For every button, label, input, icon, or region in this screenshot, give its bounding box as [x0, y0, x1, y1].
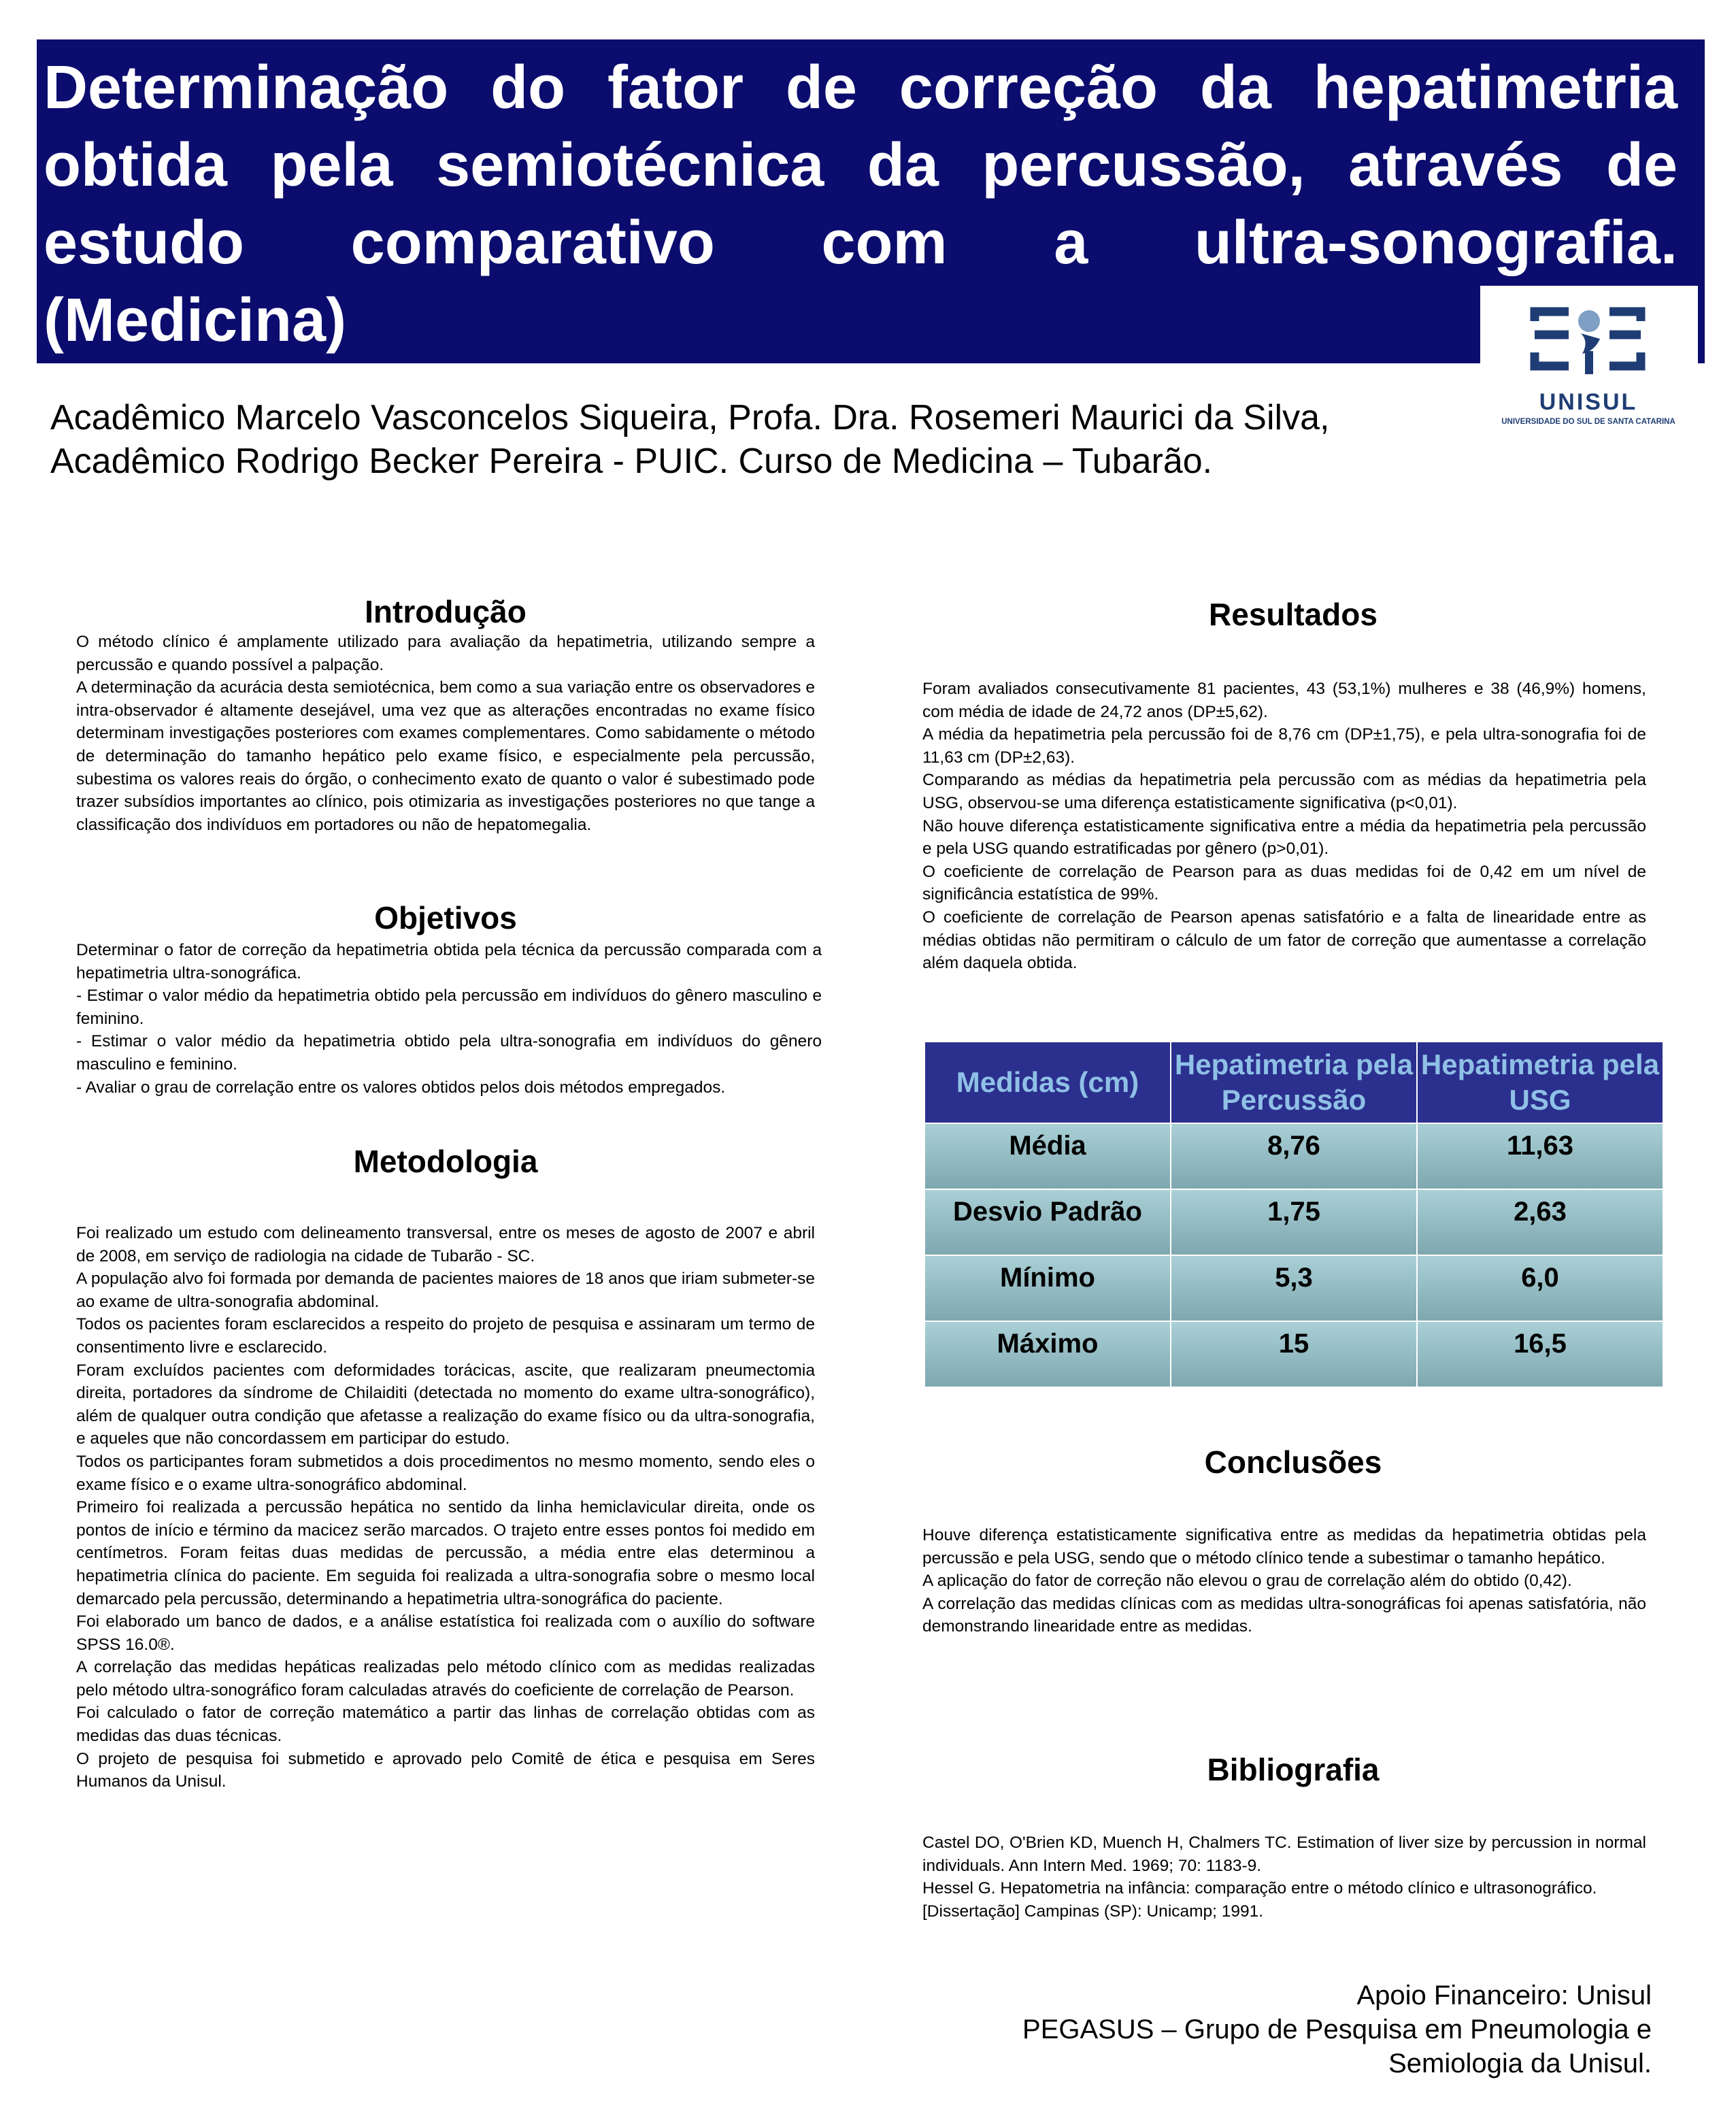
results-table: [924, 1041, 1664, 1388]
title-line-2: obtida pela semiotécnica da percussão, através de: [44, 131, 1677, 199]
paragraph: O método clínico é amplamente utilizado para avaliação da hepatimetria, utilizando sempre a percussão e quando possível a palpação.: [76, 633, 815, 674]
logo-name: UNISUL: [1539, 389, 1638, 415]
paragraph: Comparando as médias da hepatimetria pela percussão com as médias da hepatimetria pela USG, observou-se uma diferença estatisticamente significativa (p<0,01).: [922, 771, 1646, 812]
table-cell: Mínimo: [924, 1255, 1171, 1321]
table-cell: 2,63: [1417, 1189, 1663, 1255]
funding-line: Apoio Financeiro: Unisul: [1356, 1980, 1652, 2010]
paragraph: Foi calculado o fator de correção matemático a partir das linhas de correlação obtidas com as medidas das duas técnicas.: [76, 1704, 815, 1746]
table-header-cell: Hepatimetria pela USG: [1417, 1042, 1663, 1123]
paragraph: Não houve diferença estatisticamente significativa entre a média da hepatimetria pela percussão e pela USG quando estratificadas por gênero (p>0,01).: [922, 816, 1646, 859]
table-cell: 1,75: [1171, 1189, 1417, 1255]
paragraph: Todos os pacientes foram esclarecidos a respeito do projeto de pesquisa e assinaram um termo de consentimento livre e esclarecido.: [76, 1315, 815, 1357]
paragraph: O coeficiente de correlação de Pearson para as duas medidas foi de 0,42 em um nível de significância estatística de 99%.: [922, 862, 1646, 904]
paragraph: - Avaliar o grau de correlação entre os valores obtidos pelos dois métodos empregados.: [76, 1078, 726, 1097]
paragraph: Primeiro foi realizada a percussão hepática no sentido da linha hemiclavicular direita, onde os pontos de início e término da macicez serão marcados. O trajeto entre esses pontos foi medido em centímetros. Foram feitas duas medidas de percussão, a média entre elas determinou a hepatimetria clínica do paciente. Em seguida foi realizada a ultra-sonografia sobre o mesmo local demarcado pela percussão, determinando a hepatimetria ultra-sonográfica do paciente.: [76, 1498, 815, 1608]
paragraph: Foram avaliados consecutivamente 81 pacientes, 43 (53,1%) mulheres e 38 (46,9%) homens, com média de idade de 24,72 anos (DP±5,62).: [922, 680, 1646, 721]
metodologia-body: [76, 1222, 815, 1793]
paragraph: A aplicação do fator de correção não elevou o grau de correlação além do obtido (0,42).: [922, 1572, 1572, 1591]
funding-line: PEGASUS – Grupo de Pesquisa em Pneumologia e: [1022, 2015, 1652, 2044]
introducao-heading: Introdução: [365, 594, 527, 629]
paragraph: O coeficiente de correlação de Pearson apenas satisfatório e a falta de linearidade entre as médias obtidas não permitiram o cálculo de um fator de correção que aumentasse a correlação além daquela obtida.: [922, 908, 1646, 973]
paragraph: Determinar o fator de correção da hepatimetria obtida pela técnica da percussão comparada com a hepatimetria ultra-sonográfica.: [76, 941, 822, 982]
table-cell: Máximo: [924, 1321, 1171, 1387]
bibliografia-body: [922, 1831, 1646, 1923]
table-cell: 15: [1171, 1321, 1417, 1387]
paragraph: A correlação das medidas hepáticas realizadas pelo método clínico com as medidas realizadas pelo método ultra-sonográfico foram calculadas através do coeficiente de correlação de Pearson.: [76, 1658, 815, 1700]
resultados-body: [922, 678, 1646, 975]
paragraph: Foi realizado um estudo com delineamento transversal, entre os meses de agosto de 2007 e abril de 2008, em serviço de radiologia na cidade de Tubarão - SC.: [76, 1224, 815, 1265]
table-cell: 16,5: [1417, 1321, 1663, 1387]
table-cell: Desvio Padrão: [924, 1189, 1171, 1255]
conclusoes-body: [922, 1524, 1646, 1638]
table-cell: 8,76: [1171, 1123, 1417, 1189]
table-row: [924, 1255, 1663, 1321]
table-header-cell: Medidas (cm): [924, 1042, 1171, 1123]
paragraph: Hessel G. Hepatometria na infância: comparação entre o método clínico e ultrasonográfico. [Dissertação] Campinas (SP): Unicamp; 1991.: [922, 1879, 1597, 1921]
conclusoes-heading: Conclusões: [1204, 1444, 1382, 1480]
bibliografia-heading: Bibliografia: [1207, 1752, 1380, 1787]
paragraph: - Estimar o valor médio da hepatimetria obtido pela percussão em indivíduos do gênero masculino e feminino.: [76, 987, 822, 1028]
table-row: [924, 1321, 1663, 1387]
title-line-1: Determinação do fator de correção da hepatimetria: [44, 54, 1677, 122]
paragraph: Todos os participantes foram submetidos a dois procedimentos no mesmo momento, sendo eles o exame físico e o exame ultra-sonográfico abdominal.: [76, 1452, 815, 1494]
metodologia-heading: Metodologia: [353, 1144, 538, 1179]
table-row: [924, 1189, 1663, 1255]
objetivos-heading: Objetivos: [374, 900, 517, 935]
paragraph: Houve diferença estatisticamente significativa entre as medidas da hepatimetria obtidas pela percussão e pela USG, sendo que o método clínico tende a subestimar o tamanho hepático.: [922, 1526, 1646, 1568]
title-line-4: (Medicina): [44, 286, 347, 354]
table-cell: 6,0: [1417, 1255, 1663, 1321]
table-cell: Média: [924, 1123, 1171, 1189]
paragraph: A população alvo foi formada por demanda de pacientes maiores de 18 anos que iriam submeter-se ao exame de ultra-sonografia abdominal.: [76, 1270, 815, 1311]
unisul-emblem-icon: [1480, 286, 1698, 388]
paragraph: Foram excluídos pacientes com deformidades torácicas, ascite, que realizaram pneumectomia direita, portadores da síndrome de Chilaiditi (detectada no momento do exame ultra-sonográfico), além de qualquer outra condição que afetasse a realização do exame físico ou da ultra-sonografia, e aqueles que não concordassem em participar do estudo.: [76, 1361, 815, 1448]
paragraph: - Estimar o valor médio da hepatimetria obtido pela ultra-sonografia em indivíduos do gênero masculino e feminino.: [76, 1032, 822, 1074]
table-cell: 11,63: [1417, 1123, 1663, 1189]
table-row: [924, 1123, 1663, 1189]
paragraph: A determinação da acurácia desta semiotécnica, bem como a sua variação entre os observadores e intra-observador é altamente desejável, uma vez que as alterações encontradas no exame físico determinam investigações posteriores com exames complementares. Como sabidamente o método de determinação do tamanho hepático pelo exame físico, e especialmente pela percussão, subestima os valores reais do órgão, o conhecimento exato de quanto o valor é subestimado pode trazer subsídios importantes ao clínico, pois otimizaria as investigações posteriores no que tange a classificação dos indivíduos em portadores ou não de hepatomegalia.: [76, 678, 815, 834]
unisul-logo: [1480, 286, 1698, 442]
paragraph: A correlação das medidas clínicas com as medidas ultra-sonográficas foi apenas satisfatória, não demonstrando linearidade entre as medidas.: [922, 1594, 1646, 1636]
logo-subtitle: UNIVERSIDADE DO SUL DE SANTA CATARINA: [1501, 418, 1675, 426]
table-cell: 5,3: [1171, 1255, 1417, 1321]
authors: Acadêmico Marcelo Vasconcelos Siqueira, Profa. Dra. Rosemeri Maurici da Silva, Acadêmico Rodrigo Becker Pereira - PUIC. Curso de Medicina – Tubarão.: [50, 398, 1330, 481]
funding-line: Semiologia da Unisul.: [1388, 2049, 1652, 2078]
title-line-3: estudo comparativo com a ultra-sonografia.: [44, 209, 1677, 277]
title-banner: [37, 39, 1705, 363]
paragraph: O projeto de pesquisa foi submetido e aprovado pelo Comitê de ética e pesquisa em Seres Humanos da Unisul.: [76, 1749, 815, 1791]
funding-note: [835, 1978, 1652, 2080]
table-header-cell: Hepatimetria pela Percussão: [1171, 1042, 1417, 1123]
introducao-body: [76, 631, 815, 836]
paragraph: Foi elaborado um banco de dados, e a análise estatística foi realizada com o auxílio do software SPSS 16.0®.: [76, 1612, 815, 1654]
paragraph: A média da hepatimetria pela percussão foi de 8,76 cm (DP±1,75), e pela ultra-sonografia foi de 11,63 cm (DP±2,63).: [922, 725, 1646, 767]
resultados-heading: Resultados: [1209, 597, 1378, 632]
table-header-row: [924, 1042, 1663, 1123]
paragraph: Castel DO, O'Brien KD, Muench H, Chalmers TC. Estimation of liver size by percussion in normal individuals. Ann Intern Med. 1969; 70: 1183-9.: [922, 1834, 1646, 1875]
objetivos-body: [76, 939, 822, 1099]
